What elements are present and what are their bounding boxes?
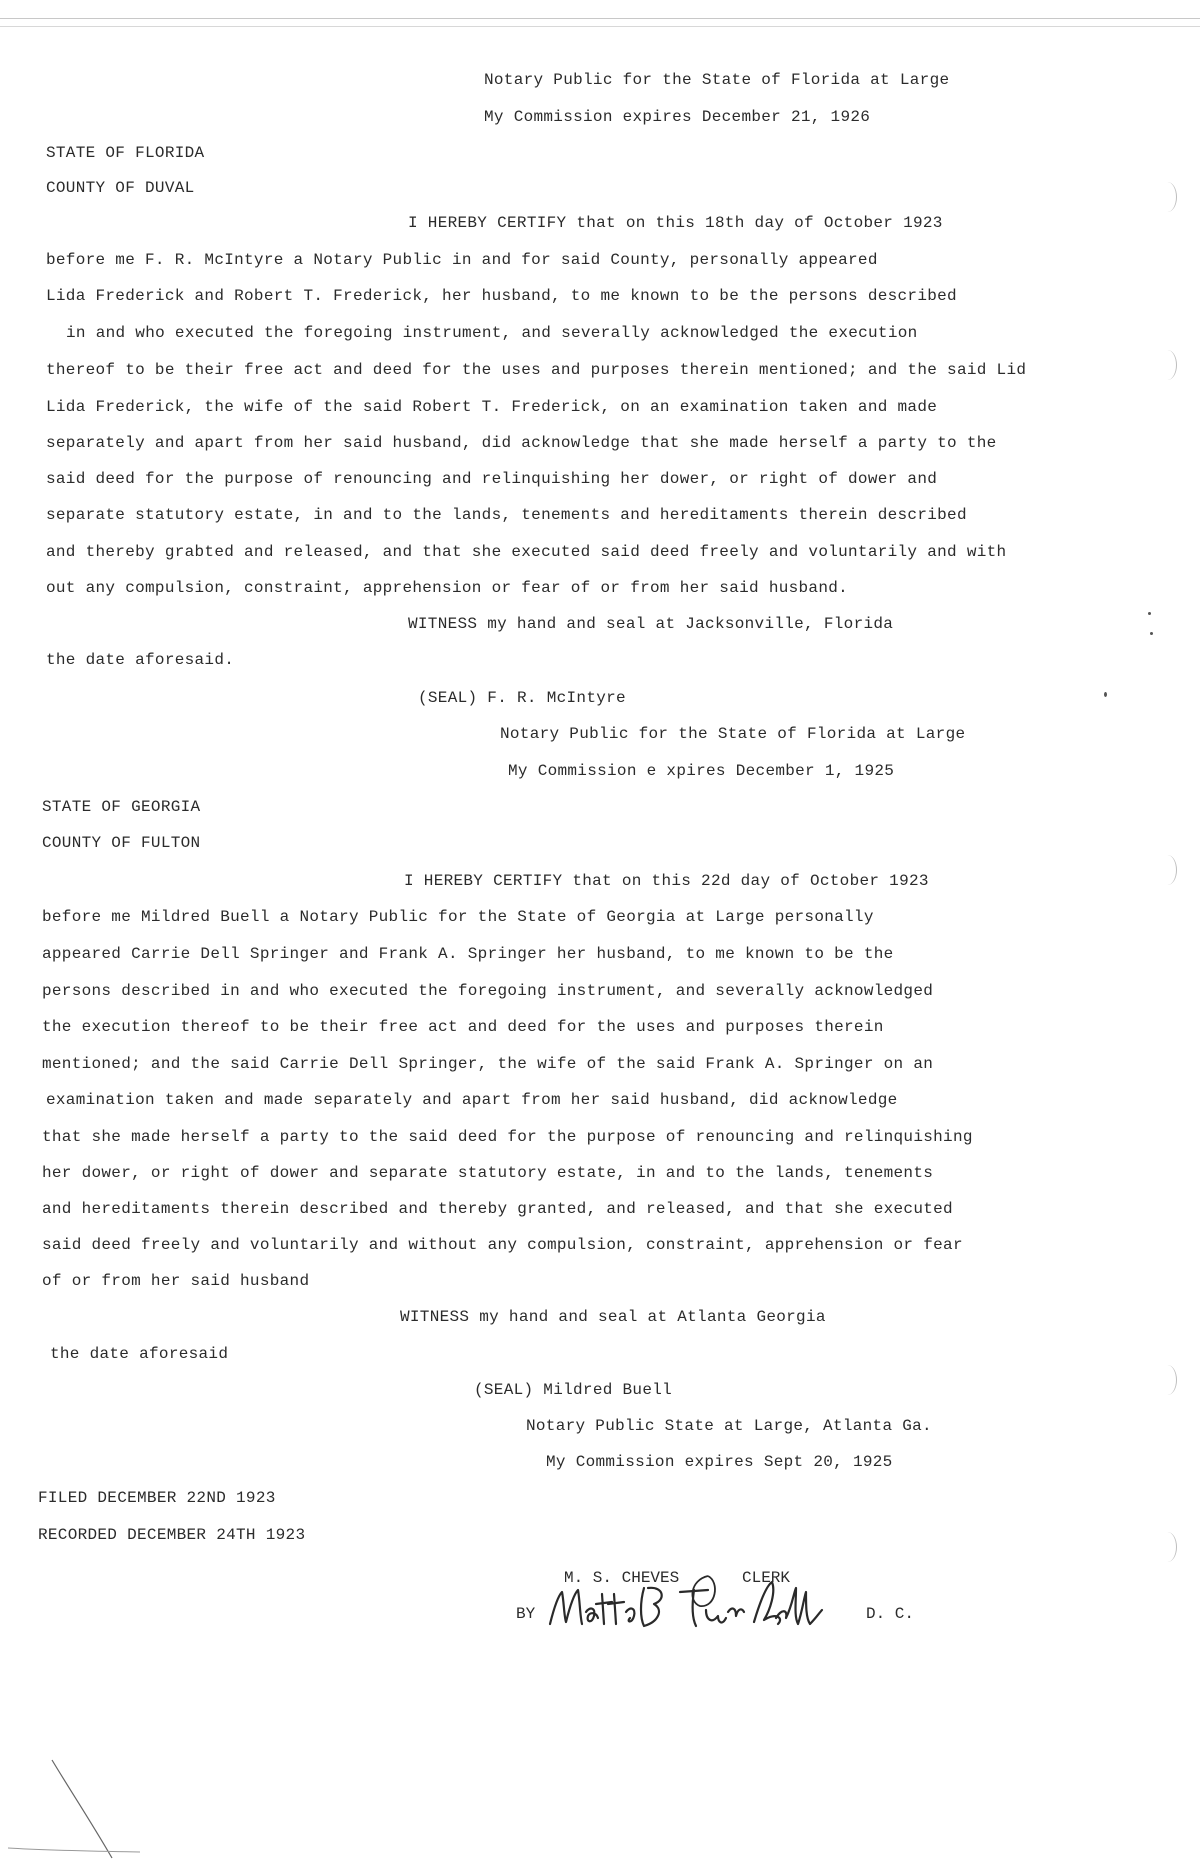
by-label: BY	[516, 1605, 536, 1623]
florida-line: out any compulsion, constraint, apprehension or fear of or from her said husband.	[46, 579, 849, 597]
georgia-line: persons described in and who executed the foregoing instrument, and severally acknowledged	[42, 982, 934, 1000]
florida-line: before me F. R. McIntyre a Notary Public in and for said County, personally appeared	[46, 251, 878, 269]
florida-witness: WITNESS my hand and seal at Jacksonville, Florida	[408, 615, 894, 633]
georgia-line: and hereditaments therein described and thereby granted, and released, and that she executed	[42, 1200, 953, 1218]
deputy-clerk-label: D. C.	[866, 1605, 915, 1623]
georgia-commission: My Commission expires Sept 20, 1925	[546, 1453, 893, 1471]
georgia-line: appeared Carrie Dell Springer and Frank A. Springer her husband, to me known to be the	[42, 945, 894, 963]
georgia-notary-title: Notary Public State at Large, Atlanta Ga.	[526, 1417, 932, 1435]
punch-hole	[1158, 1365, 1177, 1395]
florida-line: Lida Frederick, the wife of the said Robert T. Frederick, on an examination taken and made	[46, 398, 938, 416]
georgia-county: COUNTY OF FULTON	[42, 834, 201, 852]
florida-county: COUNTY OF DUVAL	[46, 179, 195, 197]
georgia-line: of or from her said husband	[42, 1272, 310, 1290]
punch-hole	[1158, 350, 1177, 380]
florida-line: separately and apart from her said husband, did acknowledge that she made herself a party to the	[46, 434, 997, 452]
florida-line: Lida Frederick and Robert T. Frederick, her husband, to me known to be the persons described	[46, 287, 957, 305]
handwritten-signature	[540, 1572, 840, 1642]
florida-line: separate statutory estate, in and to the lands, tenements and hereditaments therein described	[46, 506, 967, 524]
georgia-line: I HEREBY CERTIFY that on this 22d day of October 1923	[404, 872, 929, 890]
punch-hole	[1158, 855, 1177, 885]
florida-line: thereof to be their free act and deed for the uses and purposes therein mentioned; and the said Lid	[46, 361, 1027, 379]
clerk-name: M. S. CHEVES	[564, 1569, 680, 1587]
georgia-state: STATE OF GEORGIA	[42, 798, 201, 816]
florida-line: I HEREBY CERTIFY that on this 18th day of October 1923	[408, 214, 943, 232]
florida-commission: My Commission e xpires December 1, 1925	[508, 762, 895, 780]
florida-line: in and who executed the foregoing instrument, and severally acknowledged the execution	[66, 324, 918, 342]
georgia-line: examination taken and made separately and apart from her said husband, did acknowledge	[46, 1091, 898, 1109]
scan-speck	[1148, 612, 1151, 615]
scan-fold-line	[0, 0, 200, 1860]
clerk-title: CLERK	[742, 1569, 791, 1587]
georgia-line: that she made herself a party to the said deed for the purpose of renouncing and relinquishing	[42, 1128, 973, 1146]
georgia-line: the execution thereof to be their free act and deed for the uses and purposes therein	[42, 1018, 884, 1036]
georgia-seal-line: (SEAL) Mildred Buell	[474, 1381, 673, 1399]
header-commission: My Commission expires December 21, 1926	[484, 108, 871, 126]
scan-speck	[1150, 632, 1153, 635]
florida-line: and thereby grabted and released, and that she executed said deed freely and voluntarily and with	[46, 543, 1007, 561]
filed-stamp: FILED DECEMBER 22ND 1923	[38, 1489, 276, 1507]
header-notary-title: Notary Public for the State of Florida at Large	[484, 71, 950, 89]
georgia-date-aforesaid: the date aforesaid	[50, 1345, 229, 1363]
punch-hole	[1158, 1532, 1177, 1562]
florida-state: STATE OF FLORIDA	[46, 144, 205, 162]
florida-date-aforesaid: the date aforesaid.	[46, 651, 235, 669]
punch-hole	[1158, 182, 1177, 212]
florida-seal-line: (SEAL) F. R. McIntyre	[418, 689, 626, 707]
georgia-line: before me Mildred Buell a Notary Public for the State of Georgia at Large personally	[42, 908, 874, 926]
georgia-line: said deed freely and voluntarily and without any compulsion, constraint, apprehension or fear	[42, 1236, 963, 1254]
florida-notary-title: Notary Public for the State of Florida at Large	[500, 725, 966, 743]
recorded-stamp: RECORDED DECEMBER 24TH 1923	[38, 1526, 306, 1544]
florida-line: said deed for the purpose of renouncing and relinquishing her dower, or right of dower and	[46, 470, 938, 488]
scan-speck	[1104, 692, 1107, 697]
georgia-line: mentioned; and the said Carrie Dell Springer, the wife of the said Frank A. Springer on an	[42, 1055, 934, 1073]
georgia-witness: WITNESS my hand and seal at Atlanta Georgia	[400, 1308, 826, 1326]
georgia-line: her dower, or right of dower and separate statutory estate, in and to the lands, tenements	[42, 1164, 934, 1182]
